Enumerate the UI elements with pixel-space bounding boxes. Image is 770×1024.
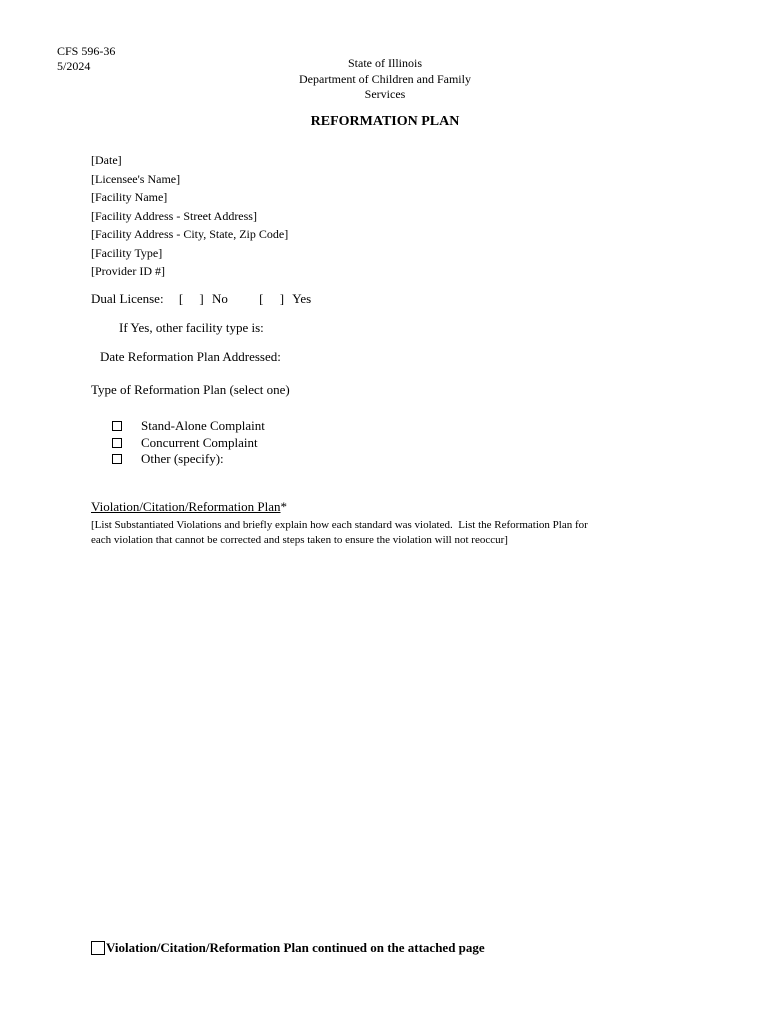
plan-type-options — [112, 418, 265, 468]
field-city-state-zip[interactable]: [Facility Address - City, State, Zip Code] — [91, 227, 289, 241]
plan-type-label: Type of Reformation Plan (select one) — [91, 382, 290, 397]
violation-description-line-2: each violation that cannot be corrected and steps taken to ensure the violation will not reoccur] — [91, 534, 508, 546]
violation-heading-text: Violation/Citation/Reformation Plan — [91, 499, 281, 514]
checkbox-icon[interactable] — [112, 438, 122, 448]
continued-row — [91, 940, 485, 956]
dual-license-label: Dual License: — [91, 291, 164, 306]
form-date: 5/2024 — [57, 59, 91, 73]
continued-checkbox-icon[interactable] — [91, 941, 105, 955]
option-stand-alone[interactable] — [112, 418, 265, 435]
page-title: REFORMATION PLAN — [310, 114, 460, 129]
option-label: Other (specify): — [141, 451, 224, 467]
violation-description-line-1: [List Substantiated Violations and briefly explain how each standard was violated. List the Reformation Plan for — [91, 519, 588, 531]
field-facility-type[interactable]: [Facility Type] — [91, 245, 163, 260]
violation-description[interactable] — [91, 518, 691, 548]
field-provider-id[interactable]: [Provider ID #] — [91, 264, 165, 278]
field-street-address[interactable]: [Facility Address - Street Address] — [91, 208, 257, 223]
option-label: Stand-Alone Complaint — [141, 418, 265, 434]
dual-license-yes-box[interactable]: [ ] — [259, 291, 285, 306]
facility-fields — [91, 151, 288, 281]
agency-line-1: State of Illinois — [348, 56, 422, 70]
other-facility-type-label: If Yes, other facility type is: — [119, 320, 264, 335]
dual-license-yes-label: Yes — [292, 291, 312, 306]
option-concurrent[interactable] — [112, 435, 265, 452]
violation-asterisk: * — [280, 499, 288, 514]
form-identifier — [57, 44, 115, 74]
checkbox-icon[interactable] — [112, 421, 122, 431]
agency-line-2: Department of Children and Family — [299, 71, 471, 86]
agency-header — [270, 56, 500, 103]
violation-heading — [91, 499, 287, 515]
field-facility-name[interactable]: [Facility Name] — [91, 190, 168, 204]
continued-label: Violation/Citation/Reformation Plan continued on the attached page — [106, 940, 485, 955]
agency-line-3: Services — [364, 87, 406, 101]
field-date[interactable]: [Date] — [91, 153, 122, 167]
dual-license-no-label: No — [211, 291, 228, 306]
option-label: Concurrent Complaint — [141, 434, 258, 450]
field-licensee-name[interactable]: [Licensee's Name] — [91, 171, 181, 186]
dual-license-no-box[interactable]: [ ] — [178, 291, 204, 306]
form-number: CFS 596-36 — [57, 44, 116, 58]
date-addressed-label: Date Reformation Plan Addressed: — [100, 349, 281, 364]
checkbox-icon[interactable] — [112, 454, 122, 464]
option-other[interactable] — [112, 451, 265, 468]
dual-license-row — [91, 291, 311, 307]
